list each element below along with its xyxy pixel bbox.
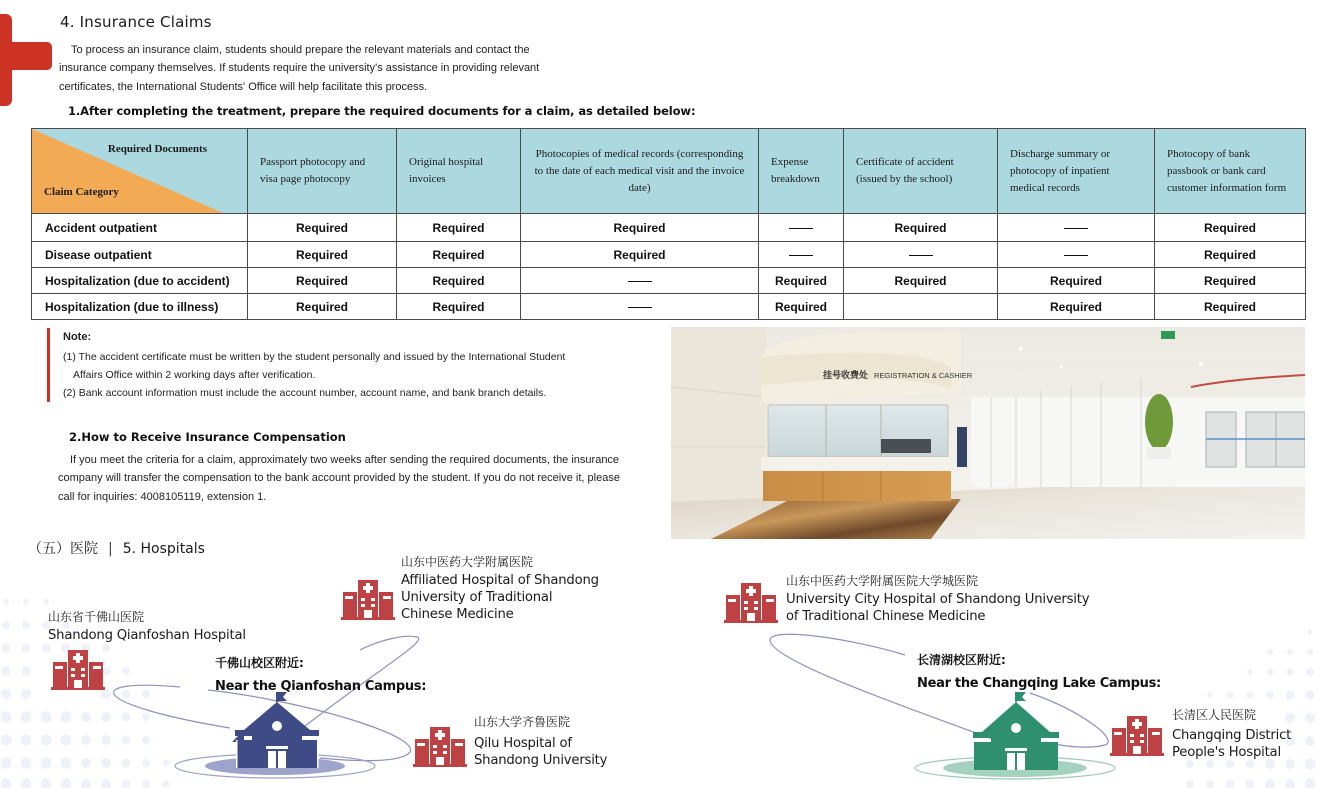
claim-category-cell: Hospitalization (due to illness) — [32, 294, 248, 320]
note-heading: Note: — [63, 331, 92, 343]
changqing-campus-school-icon — [915, 692, 1115, 779]
section-title: 4. Insurance Claims — [60, 13, 212, 31]
hospital-label-qianfoshan: 山东省千佛山医院 Shandong Qianfoshan Hospital — [48, 610, 246, 643]
note-item-1: (1) The accident certificate must be written by the student personally and issued by the International Student — [63, 351, 566, 363]
table-row — [32, 242, 1306, 268]
compensation-paragraph: If you meet the criteria for a claim, approximately two weeks after sending the required documents, the insurance company will transfer the compensation to the bank account provided by the student. If you do not receive it, please call for inquiries: 4008105119, extension 1. — [58, 454, 620, 503]
requirement-cell: Required — [397, 294, 521, 320]
table-header-row — [32, 129, 1306, 214]
hospital-icon — [341, 580, 395, 620]
note-item-2: (2) Bank account information must include the account number, account name, and bank branch details. — [63, 387, 547, 399]
required-documents-table — [31, 128, 1306, 320]
not-required-dash — [909, 255, 933, 256]
requirement-cell: Required — [397, 268, 521, 294]
requirement-cell: Required — [521, 214, 759, 242]
not-required-dash — [628, 307, 652, 308]
column-header: Discharge summary or photocopy of inpatient medical records — [998, 129, 1155, 214]
table-row — [32, 214, 1306, 242]
intro-paragraph: To process an insurance claim, students should prepare the relevant materials and contact the insurance company themselves. If students require the university's assistance in providing relevant certificates, the International Students' Office will help facilitate this process. — [59, 44, 540, 93]
requirement-cell — [759, 214, 844, 242]
claim-category-cell: Accident outpatient — [32, 214, 248, 242]
requirement-cell: Required — [1155, 294, 1306, 320]
orbit-line-qianfoshan-1 — [114, 685, 230, 728]
not-required-dash — [628, 281, 652, 282]
table-row — [32, 294, 1306, 320]
qianfoshan-campus-school-icon — [175, 692, 375, 778]
not-required-dash — [1064, 228, 1088, 229]
requirement-cell: Required — [397, 242, 521, 268]
column-header: Passport photocopy and visa page photocopy — [248, 129, 397, 214]
requirement-cell: Required — [248, 268, 397, 294]
requirement-cell: Required — [1155, 214, 1306, 242]
table-corner-cell — [32, 129, 248, 214]
requirement-cell: Required — [998, 268, 1155, 294]
requirement-cell: Required — [844, 268, 998, 294]
corner-label-documents: Required Documents — [107, 143, 207, 155]
hospital-label-changqing-district: 长清区人民医院 Changqing District People's Hospital — [1172, 708, 1292, 760]
requirement-cell — [521, 294, 759, 320]
subsection-title-documents: 1.After completing the treatment, prepare the required documents for a claim, as detailed below: — [68, 104, 696, 118]
corner-label-category: Claim Category — [44, 186, 119, 198]
not-required-dash — [789, 255, 813, 256]
column-header: Original hospital invoices — [397, 129, 521, 214]
registration-sign: 挂号收费处 — [823, 371, 869, 381]
requirement-cell: Required — [1155, 268, 1306, 294]
subsection-title-compensation: 2.How to Receive Insurance Compensation — [69, 430, 346, 444]
requirement-cell: Required — [248, 214, 397, 242]
note-box — [47, 328, 647, 402]
requirement-cell: Required — [248, 242, 397, 268]
requirement-cell: Required — [397, 214, 521, 242]
hospital-icon — [51, 650, 105, 690]
requirement-cell: Required — [759, 294, 844, 320]
hospital-registration-photo — [671, 327, 1305, 539]
claim-category-cell: Disease outpatient — [32, 242, 248, 268]
hospital-label-affiliated-tcm: 山东中医药大学附属医院 Affiliated Hospital of Shandong University of Traditional Chinese Medicine — [401, 555, 599, 622]
note-item-1-continued: Affairs Office within 2 working days after verification. — [73, 369, 316, 381]
not-required-dash — [789, 228, 813, 229]
campus-label-changqing: 长清湖校区附近: Near the Changqing Lake Campus: — [917, 653, 1161, 691]
requirement-cell — [759, 242, 844, 268]
requirement-cell — [844, 294, 998, 320]
requirement-cell: Required — [759, 268, 844, 294]
column-header: Photocopy of bank passbook or bank card customer information form — [1155, 129, 1306, 214]
requirement-cell: Required — [248, 294, 397, 320]
hospital-icon — [724, 583, 778, 623]
requirement-cell: Required — [998, 294, 1155, 320]
red-cross-icon — [0, 14, 52, 106]
requirement-cell — [844, 242, 998, 268]
requirement-cell: Required — [521, 242, 759, 268]
requirement-cell — [998, 214, 1155, 242]
hospital-label-qilu: 山东大学齐鲁医院 Qilu Hospital of Shandong University — [474, 715, 608, 768]
orbit-line-changqing-2 — [1030, 693, 1108, 747]
requirement-cell: Required — [844, 214, 998, 242]
table-row — [32, 268, 1306, 294]
column-header: Expense breakdown — [759, 129, 844, 214]
registration-hall-illustration — [671, 327, 1305, 539]
column-header: Photocopies of medical records (corresponding to the date of each medical visit and the invoice date) — [521, 129, 759, 214]
hospital-icon — [1110, 716, 1164, 756]
claim-category-cell: Hospitalization (due to accident) — [32, 268, 248, 294]
campus-label-qianfoshan: 千佛山校区附近: Near the Qianfoshan Campus: — [215, 656, 427, 694]
hospital-label-university-city: 山东中医药大学附属医院大学城医院 University City Hospital of Shandong University of Traditional Chinese Medicine — [786, 574, 1090, 624]
not-required-dash — [1064, 255, 1088, 256]
column-header: Certificate of accident (issued by the school) — [844, 129, 998, 214]
hospital-icon — [413, 727, 467, 767]
registration-sign-en: REGISTRATION & CASHIER — [874, 371, 973, 380]
requirement-cell: Required — [1155, 242, 1306, 268]
requirement-cell — [521, 268, 759, 294]
requirement-cell — [998, 242, 1155, 268]
hospitals-section-title: （五）医院 | 5. Hospitals — [28, 541, 205, 557]
